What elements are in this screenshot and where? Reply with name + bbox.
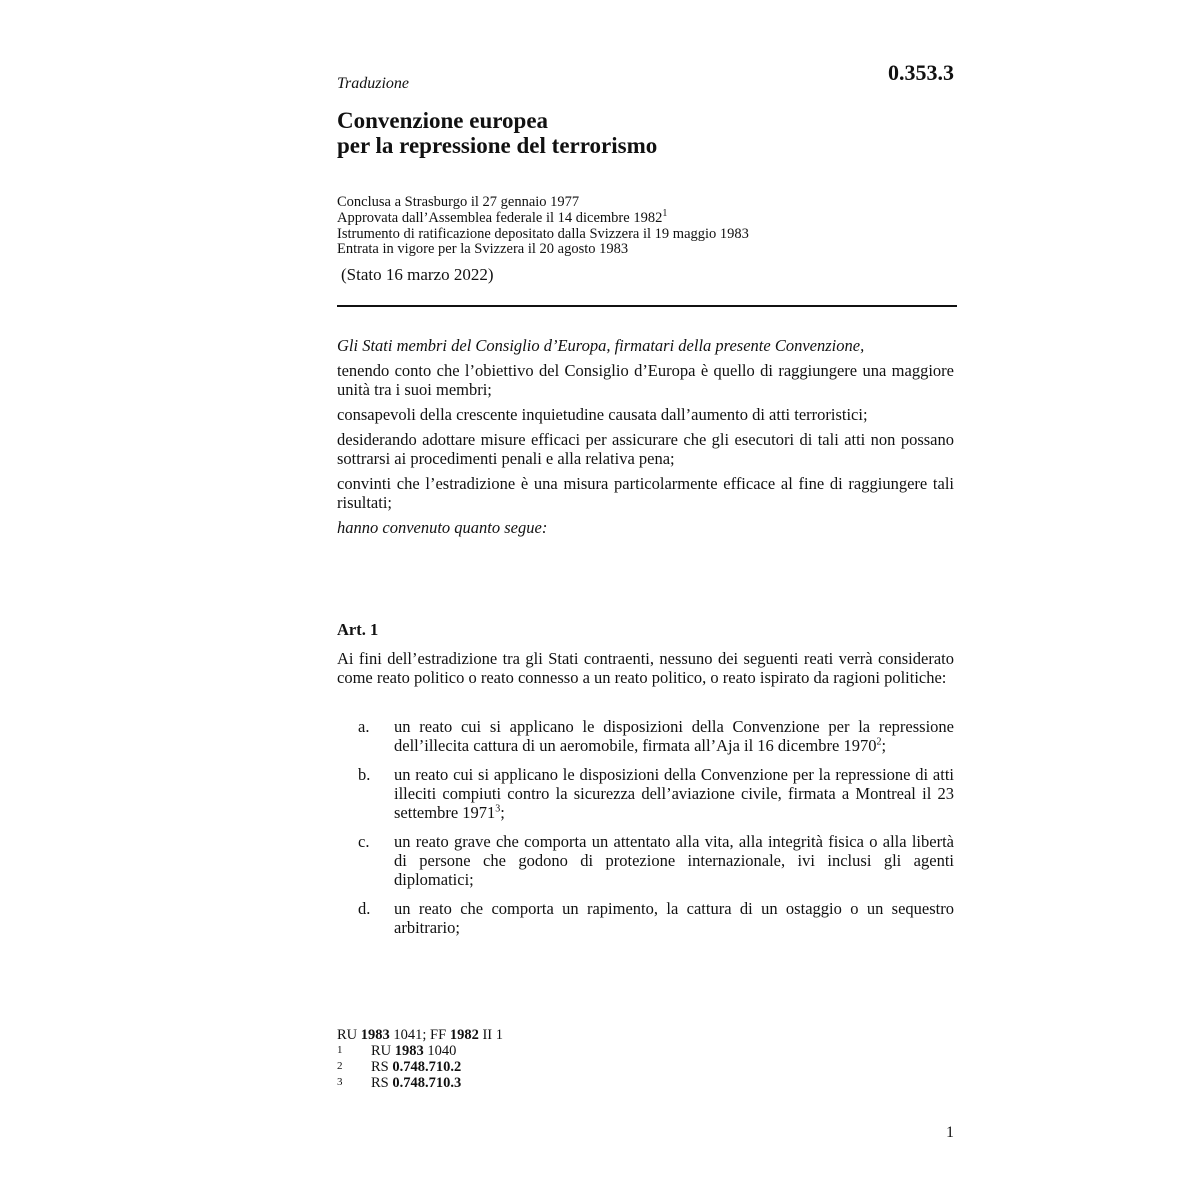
document-title xyxy=(337,108,657,158)
footnote xyxy=(337,1075,503,1091)
footnote-text[interactable]: RU 1983 1040 xyxy=(371,1043,457,1059)
list-item xyxy=(337,717,954,755)
list-item xyxy=(337,899,954,937)
footnote xyxy=(337,1043,503,1059)
entry-into-force-line: Entrata in vigore per la Svizzera il 20 agosto 1983 xyxy=(337,241,629,258)
footnotes xyxy=(337,1027,503,1091)
preamble-paragraph: tenendo conto che l’obiettivo del Consiglio d’Europa è quello di raggiungere una maggiore unità tra i suoi membri; xyxy=(337,361,954,399)
preamble xyxy=(337,336,954,543)
article-title: Art. 1 xyxy=(337,620,379,639)
footnote-text[interactable]: RS 0.748.710.2 xyxy=(371,1059,462,1075)
status-date: (Stato 16 marzo 2022) xyxy=(341,265,494,284)
footnote-number: 3 xyxy=(337,1076,343,1088)
preamble-intro: Gli Stati membri del Consiglio d’Europa, firmatari della presente Convenzione, xyxy=(337,336,865,355)
title-line-1: Convenzione europea xyxy=(337,108,549,133)
preamble-paragraph: consapevoli della crescente inquietudine causata dall’aumento di atti terroristici; xyxy=(337,405,868,424)
item-text: un reato cui si applicano le disposizioni della Convenzione per la repressione dell’illecita cattura di un aeromobile, firmata all’Aja il 16 dicembre 1970$^2$; xyxy=(394,717,954,755)
preamble-paragraph: desiderando adottare misure efficaci per assicurare che gli esecutori di tali atti non possano sottrarsi ai procedimenti penali e alla relativa pena; xyxy=(337,430,954,468)
article-items xyxy=(337,717,954,947)
source-reference: RU 1983 1041; FF 1982 II 1 xyxy=(337,1027,503,1043)
article-intro: Ai fini dell’estradizione tra gli Stati contraenti, nessuno dei seguenti reati verrà considerato come reato politico o reato connesso a un reato politico, o reato ispirato da ragioni politiche: xyxy=(337,649,954,687)
item-letter: c. xyxy=(358,832,370,851)
header-divider xyxy=(337,305,957,307)
ratification-line: Istrumento di ratificazione depositato dalla Svizzera il 19 maggio 1983 xyxy=(337,225,749,242)
item-text: un reato che comporta un rapimento, la cattura di un ostaggio o un sequestro arbitrario; xyxy=(394,899,954,937)
list-item xyxy=(337,832,954,889)
preamble-agreed: hanno convenuto quanto segue: xyxy=(337,518,548,537)
approved-text: Approvata dall’Assemblea federale il 14 dicembre 1982 xyxy=(337,209,663,226)
footnote-number: 2 xyxy=(337,1060,343,1072)
concluded-line: Conclusa a Strasburgo il 27 gennaio 1977 xyxy=(337,194,580,210)
item-text: un reato cui si applicano le disposizioni della Convenzione per la repressione di atti illeciti compiuti contro la sicurezza dell’aviazione civile, firmata a Montreal il 23 settembre 1971$^3$; xyxy=(394,765,954,822)
item-letter: a. xyxy=(358,717,370,736)
page-number: 1 xyxy=(946,1124,954,1141)
item-text: un reato grave che comporta un attentato alla vita, alla integrità fisica o alla libertà di persone che godono di protezione internazionale, ivi inclusi gli agenti diplomatici; xyxy=(394,832,954,889)
footnote xyxy=(337,1059,503,1075)
translation-label: Traduzione xyxy=(337,75,410,92)
footnote-number: 1 xyxy=(337,1044,343,1056)
footnote-text[interactable]: RS 0.748.710.3 xyxy=(371,1075,462,1091)
item-letter: b. xyxy=(358,765,371,784)
footnote-ref[interactable]: 1 xyxy=(662,207,668,219)
footnote-ref[interactable]: 2 xyxy=(876,736,882,748)
document-metadata xyxy=(337,195,749,258)
sr-number: 0.353.3 xyxy=(888,60,954,85)
approved-line xyxy=(337,207,749,227)
preamble-paragraph: convinti che l’estradizione è una misura particolarmente efficace al fine di raggiungere tali risultati; xyxy=(337,474,954,512)
item-letter: d. xyxy=(358,899,371,918)
list-item xyxy=(337,765,954,822)
footnote-ref[interactable]: 3 xyxy=(495,803,501,815)
title-line-2: per la repressione del terrorismo xyxy=(337,133,658,158)
